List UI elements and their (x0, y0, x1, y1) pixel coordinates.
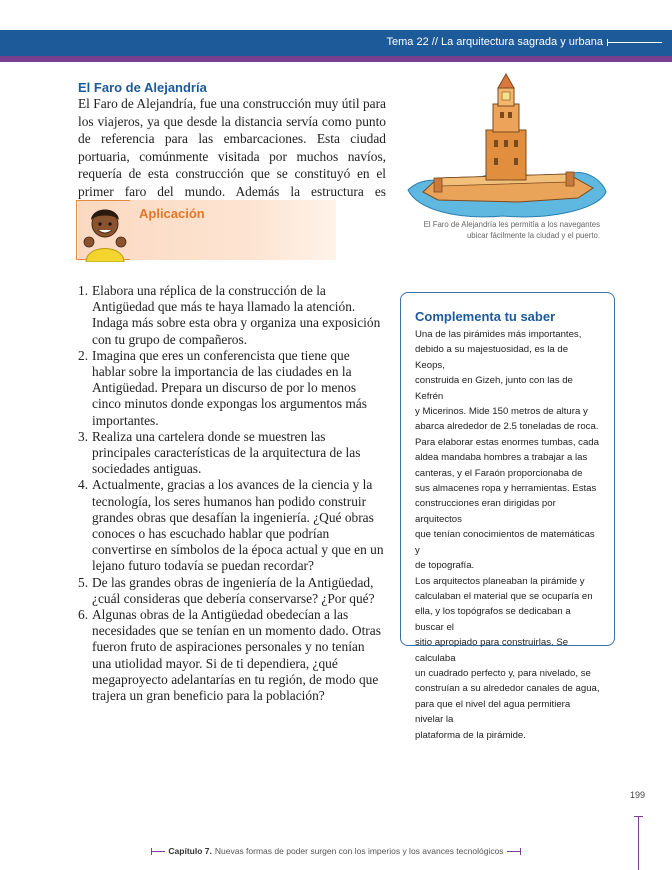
student-avatar-icon (80, 198, 130, 262)
complement-line: construcciones eran dirigidas por arquitectos (415, 498, 556, 525)
figure-caption: El Faro de Alejandría les permitía a los navegantes ubicar fácilmente la ciudad y el puerto. (423, 220, 600, 240)
list-item-number: 2. (78, 347, 89, 363)
complement-line: de topografía. (415, 560, 475, 572)
complement-line: y Micerinos. Mide 150 metros de altura y (415, 406, 588, 418)
complement-line: Para elaborar estas enormes tumbas, cada (415, 436, 599, 448)
complement-line: sus almacenes ropa y herramientas. Estas (415, 483, 597, 495)
list-item-number: 4. (78, 477, 89, 493)
footer-rule-right (507, 851, 521, 852)
list-item (78, 575, 384, 607)
complement-line: construían a su alrededor canales de agua, (415, 683, 600, 695)
footer-rule-left (151, 851, 165, 852)
list-item (78, 477, 384, 574)
list-item-number: 1. (78, 283, 89, 298)
complement-line: Los arquitectos planeaban la pirámide y (415, 575, 585, 587)
page-number: 199 (630, 790, 646, 800)
activities-list (78, 283, 384, 704)
footer-chapter-title: Nuevas formas de poder surgen con los imperios y los avances tecnológicos (214, 846, 504, 856)
list-item-text: Actualmente, gracias a los avances de la ciencia y la tecnología, los seres humanos han podido construir grandes obras que desafían la ingeniería. ¿Qué obras conoces o has escuchado hablar que podrían convertirse en símbolos de la época actual y que en un lejano futuro todavía se puedan recordar? (92, 477, 384, 574)
list-item-number: 3. (78, 428, 89, 444)
footer (0, 846, 672, 856)
list-item (78, 607, 384, 704)
list-item-text: Realiza una cartelera donde se muestren las principales características de la arquitectura de las sociedades antiguas. (92, 428, 361, 477)
complement-line: ella, y los topógrafos se dedicaban a buscar el (415, 606, 571, 633)
margin-rule (638, 816, 639, 870)
complement-box (400, 292, 615, 741)
complement-line: calculaban el material que se ocuparía en (415, 590, 593, 602)
list-item-number: 6. (78, 607, 89, 623)
complement-line: construida en Gizeh, junto con las de Kefrén (415, 375, 573, 402)
complement-line: debido a su majestuosidad, es la de Keops, (415, 344, 569, 371)
intro-paragraph: El Faro de Alejandría, fue una construcción muy útil para los viajeros, ya que desde la distancia servía como punto de referencia para las embarcaciones. Esta ciudad portuaria, comúnmente visitada por muchos navíos, requería de esta construcción que se constituyó en el primer faro del mundo. Además la estructura es (78, 96, 386, 199)
header-title (387, 36, 662, 48)
complement-line: Una de las pirámides más importantes, (415, 329, 582, 340)
list-item-text: Imagina que eres un conferencista que tiene que hablar sobre la importancia de las ciudades en la Antigüedad. Prepara un discurso de por lo menos cinco minutos donde expongas los argumentos más importantes. (92, 347, 367, 428)
footer-chapter-label: Capítulo 7. (168, 846, 212, 856)
complement-line: que tenían conocimientos de matemáticas y (415, 529, 595, 556)
list-item-text: De las grandes obras de ingeniería de la Antigüedad, ¿cuál consideras que debería conservarse? ¿Por qué? (92, 574, 375, 606)
header-accent-stripe (0, 56, 672, 62)
list-item (78, 429, 384, 478)
complement-box-body (415, 327, 600, 743)
complement-line: aldea mandaba hombres a trabajar a las (415, 452, 588, 464)
complement-line: sitio apropiado para construirlas. Se calculaba (415, 637, 569, 664)
header-rule (607, 42, 662, 43)
application-title: Aplicación (139, 206, 205, 221)
complement-line: un cuadrado perfecto y, para nivelado, se (415, 667, 591, 679)
complement-line: para que el nivel del agua permitiera nivelar la (415, 698, 571, 726)
complement-line: plataforma de la pirámide. (415, 729, 526, 741)
complement-box-title: Complementa tu saber (415, 309, 556, 324)
list-item (78, 348, 384, 429)
list-item-number: 5. (78, 574, 89, 590)
header-title-text: Tema 22 // La arquitectura sagrada y urbana (386, 36, 603, 48)
lighthouse-illustration (398, 70, 613, 230)
list-item-text: Algunas obras de la Antigüedad obedecían a las necesidades que se tenían en un momento dado. Otras fueron fruto de aspiraciones personales y no tenían una utiolidad mayor. Si de ti dependiera, ¿qué megaproyecto adelantarías en tu región, de modo que trajera un gran beneficio para la población? (92, 607, 381, 704)
section-heading: El Faro de Alejandría (78, 80, 207, 95)
list-item-text: Elabora una réplica de la construcción de la Antigüedad que más te haya llamado la atención. Indaga más sobre esta obra y organiza una exposición con tu grupo de compañeros. (92, 283, 381, 347)
complement-line: canteras, y el Faraón proporcionaba de (415, 467, 583, 479)
list-item (78, 283, 384, 348)
complement-line: abarca alrededor de 2.5 toneladas de roca. (415, 421, 599, 433)
